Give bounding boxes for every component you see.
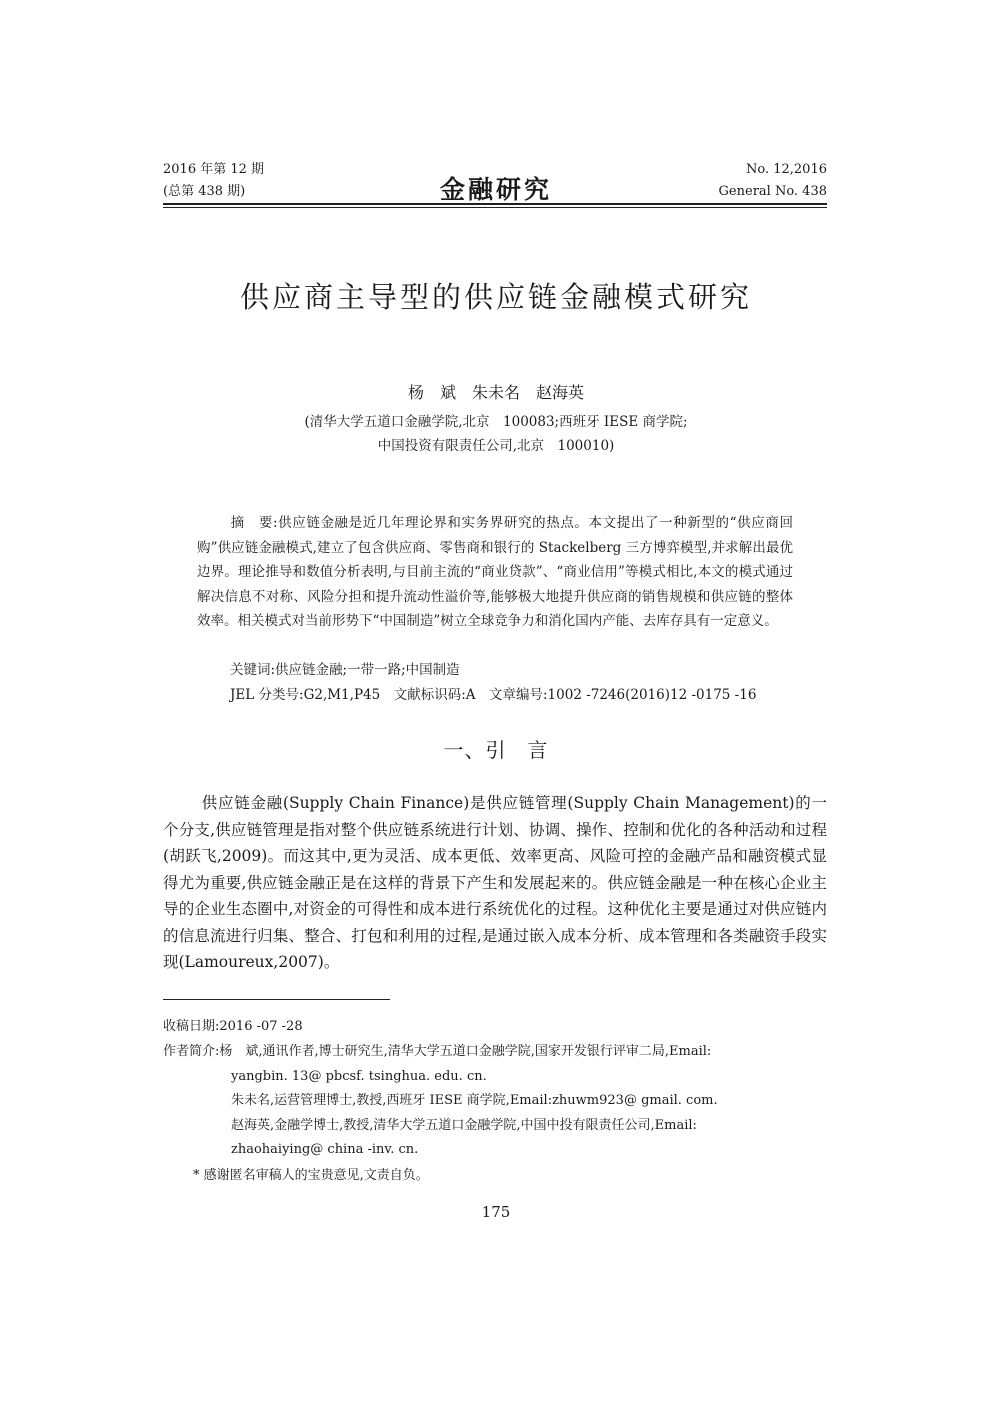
- bio-line: yangbin. 13@ pbcsf. tsinghua. edu. cn.: [231, 1068, 487, 1084]
- affiliation-line-1: (清华大学五道口金融学院,北京 100083;西班牙 IESE 商学院;: [304, 414, 688, 430]
- issue-info-en: [719, 159, 827, 203]
- bio-line: 赵海英,金融学博士,教授,清华大学五道口金融学院,中国中投有限责任公司,Email:: [231, 1117, 697, 1133]
- acknowledgement-note: * 感谢匿名审稿人的宝贵意见,文责自负。: [193, 1168, 429, 1183]
- affiliation-line-2: 中国投资有限责任公司,北京 100010): [377, 438, 615, 454]
- received-date: 收稿日期:2016 -07 -28: [163, 1019, 303, 1034]
- keywords: 关键词:供应链金融;一带一路;中国制造: [230, 662, 460, 678]
- abstract: [197, 511, 793, 634]
- jel-classification: JEL 分类号:G2,M1,P45 文献标识码:A 文章编号:1002 -7246(2016)12 -0175 -16: [230, 687, 757, 703]
- total-issue-en: General No. 438: [718, 184, 827, 199]
- bio-line: zhaohaiying@ china -inv. cn.: [231, 1142, 419, 1157]
- paper-title: 供应商主导型的供应链金融模式研究: [239, 280, 752, 314]
- author-list: 杨 斌 朱未名 赵海英: [407, 383, 584, 402]
- footnote-rule: [163, 999, 390, 1000]
- header-rule-thin: [163, 207, 827, 208]
- abstract-label: 摘 要:: [230, 515, 278, 531]
- journal-logo: 金融研究: [439, 175, 552, 204]
- issue-number-cn: 2016 年第 12 期: [163, 162, 265, 177]
- total-issue-cn: (总第 438 期): [163, 184, 246, 199]
- abstract-text: 供应链金融是近几年理论界和实务界研究的热点。本文提出了一种新型的“供应商回购”供应链金融模式,建立了包含供应商、零售商和银行的 Stackelberg 三方博弈模型,并求解出最优边界。理论推导和数值分析表明,与目前主流的“商业贷款”、“商业信用”等模式相比,本文的模式通过解决信息不对称、风险分担和提升流动性溢价等,能够极大地提升供应商的销售规模和供应链的整体效率。相关模式对当前形势下“中国制造”树立全球竞争力和消化国内产能、去库存具有一定意义。: [197, 515, 793, 629]
- header-rule: [163, 203, 827, 205]
- bio-line: 作者简介:杨 斌,通讯作者,博士研究生,清华大学五道口金融学院,国家开发银行评审二局,Email:: [163, 1044, 712, 1059]
- section-heading: 一、引 言: [443, 738, 549, 762]
- body-paragraph-text: 供应链金融(Supply Chain Finance)是供应链管理(Supply Chain Management)的一个分支,供应链管理是指对整个供应链系统进行计划、协调、操作、控制和优化的各种活动和过程(胡跃飞,2009)。而这其中,更为灵活、成本更低、效率更高、风险可控的金融产品和融资模式显得尤为重要,供应链金融正是在这样的背景下产生和发展起来的。供应链金融是一种在核心企业主导的企业生态圈中,对资金的可得性和成本进行系统优化的过程。这种优化主要是通过对供应链内的信息流进行归集、整合、打包和利用的过程,是通过嵌入成本分析、成本管理和各类融资手段实现(Lamoureux,2007)。: [163, 794, 827, 971]
- issue-number-en: No. 12,2016: [746, 162, 827, 177]
- page-number: 175: [481, 1203, 511, 1221]
- body-paragraph: [163, 790, 827, 976]
- bio-line: 朱未名,运营管理博士,教授,西班牙 IESE 商学院,Email:zhuwm923@ gmail. com.: [231, 1093, 718, 1108]
